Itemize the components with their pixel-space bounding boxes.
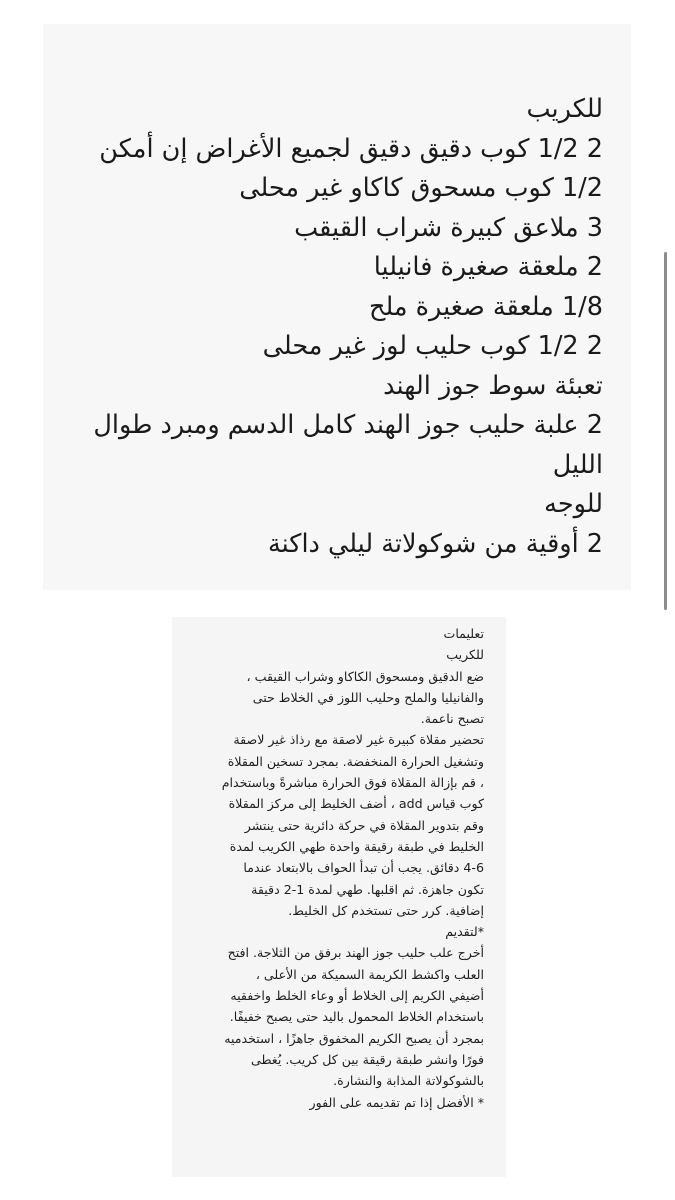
instruction-line: *لتقديم [445,924,484,940]
instruction-line: وتشغيل الحرارة المنخفضة. بمجرد تسخين المقلاة [227,753,484,769]
ingredient-line: 2 1/2 كوب حليب لوز غير محلى [262,331,603,361]
instruction-line: تصبح ناعمة. [420,711,484,727]
ingredient-line: للكريب [526,94,603,124]
instructions-note [172,617,506,1177]
instruction-line: بالشوكولاتة المذابة والنشارة. [333,1073,484,1089]
ingredients-note [43,24,631,590]
ingredient-line: 2 1/2 كوب دقيق دقيق لجميع الأغراض إن أمكن [99,133,603,164]
instruction-line: 4-6 دقائق. يجب أن تبدأ الحواف بالابتعاد عندما [243,860,484,876]
instruction-line: * الأفضل إذا تم تقديمه على الفور [309,1094,484,1110]
instruction-line: باستخدام الخلاط المحمول باليد حتى يصبح خفيفًا. [229,1009,484,1025]
instruction-line: ، قم بإزالة المقلاة فوق الحرارة مباشرةً وباستخدام [221,775,484,791]
instruction-line: بمجرد أن يصبح الكريم المخفوق جاهزًا ، استخدميه [224,1030,484,1046]
instruction-line: الخليط في طبقة رقيقة واحدة طهي الكريب لمدة [229,838,484,854]
ingredient-line: تعبئة سوط جوز الهند [383,370,603,401]
instructions-list [184,623,484,1113]
ingredient-line: 1/2 كوب مسحوق كاكاو غير محلى [239,173,603,203]
ingredient-line: 2 علبة حليب جوز الهند كامل الدسم ومبرد طوال [93,410,603,440]
instruction-line: للكريب [446,647,484,663]
ingredient-line: 2 ملعقة صغيرة فانيليا [373,252,603,282]
instruction-line: العلب واكشط الكريمة السميكة من الأعلى ، [255,966,484,982]
instruction-line: والفانيليا والملح وحليب اللوز في الخلاط حتى [252,689,484,705]
scrollbar[interactable] [664,252,667,610]
instruction-line: ضع الدقيق ومسحوق الكاكاو وشراب القيقب ، [246,668,484,684]
instruction-line: أضيفي الكريم إلى الخلاط أو وعاء الخلط واخفقيه [230,988,484,1004]
instruction-line: أخرج علب حليب جوز الهند برفق من الثلاجة. افتح [227,945,484,961]
ingredient-line: 2 أوقية من شوكولاتة ليلي داكنة [267,528,603,559]
instruction-line: وقم بتدوير المقلاة في حركة دائرية حتى ينتشر [244,817,484,833]
instruction-line: فورًا وانشر طبقة رقيقة بين كل كريب. يُغطى [250,1051,484,1067]
ingredient-line: 3 ملاعق كبيرة شراب القيقب [294,212,603,243]
instruction-line: تحضير مقلاة كبيرة غير لاصقة مع رذاذ غير لاصقة [233,732,484,748]
ingredients-list [43,90,603,564]
instruction-line: تكون جاهزة. ثم اقلبها. طهي لمدة 1-2 دقيقة [251,881,484,897]
instruction-line: إضافية. كرر حتى تستخدم كل الخليط. [288,902,484,918]
instruction-line: كوب قياس add ، أضف الخليط إلى مركز المقلاة [228,796,484,812]
instruction-line: تعليمات [443,626,484,641]
ingredient-line: الليل [552,449,603,480]
ingredient-line: للوجه [544,489,603,519]
ingredient-line: 1/8 ملعقة صغيرة ملح [369,291,603,322]
